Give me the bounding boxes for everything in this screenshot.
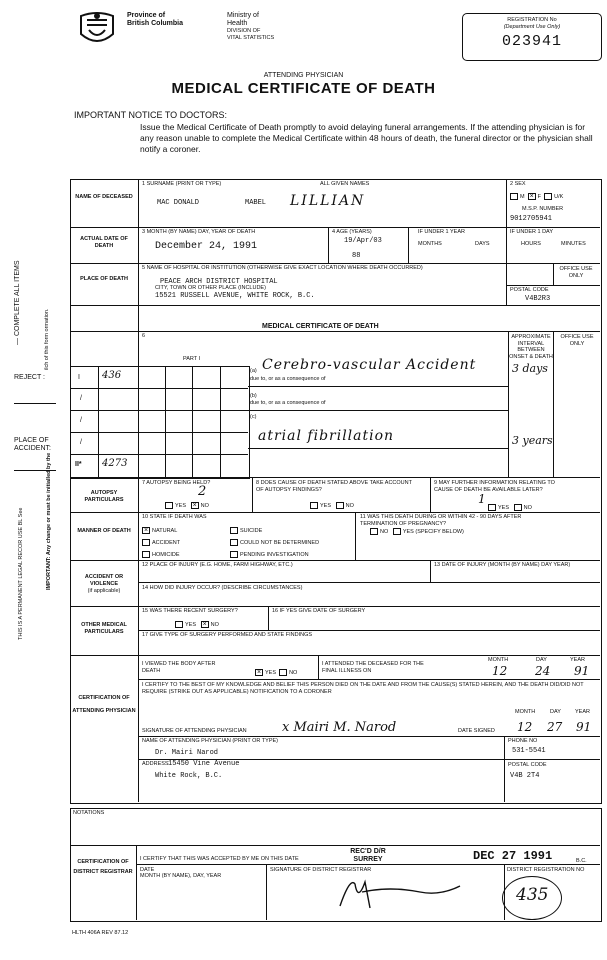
postal-value: V4B2R3	[525, 295, 551, 303]
certify-text: I CERTIFY TO THE BEST OF MY KNOWLEDGE AND BELIEF THIS PERSON DIED ON THE DATE AND FROM THE CAUSE(S) STATED HEREIN, AND THE DEATH DID/DID NOT REQUIRE (STRIKE OUT AS APPLICABLE) NOTIFICATION TO A CORONER	[142, 682, 584, 695]
stamp-date: DEC 27 1991	[473, 849, 553, 863]
cause-a-label: (a)	[250, 368, 257, 374]
sex-options: M × F U/K	[510, 193, 563, 200]
registration-box	[462, 13, 602, 61]
form-subtitle: ATTENDING PHYSICIAN	[263, 72, 344, 79]
place-section-label: PLACE OF DEATH	[80, 276, 128, 282]
surgery-date-label: 16 IF YES GIVE DATE OF SURGERY	[272, 608, 366, 614]
margin-place-accident: PLACE OF ACCIDENT:	[14, 437, 51, 452]
cause-c-interval: 3 years	[512, 434, 553, 447]
pregnancy-no[interactable]	[370, 528, 378, 535]
surgery-options: YES × NO	[175, 621, 219, 628]
autopsy-mark: 2	[198, 484, 207, 499]
registration-label: REGISTRATION No	[507, 17, 557, 23]
cause-a-text: Cerebro-vascular Accident	[262, 357, 477, 373]
further-info-mark: 1	[478, 492, 486, 506]
age-label: 4 AGE (YEARS)	[332, 229, 372, 235]
pending-checkbox[interactable]	[230, 551, 238, 558]
cause-c-label: (c)	[250, 414, 257, 420]
code-1: 436	[102, 370, 122, 381]
physician-signature: x Mairi M. Narod	[282, 720, 397, 735]
attended-year-label: YEAR	[570, 657, 585, 663]
form-title: MEDICAL CERTIFICATE OF DEATH	[171, 80, 436, 97]
date-of-death-value: December 24, 1991	[155, 241, 258, 252]
hospital-value: PEACE ARCH DISTRICT HOSPITAL	[160, 278, 278, 286]
cause-c-text: atrial fibrillation	[258, 428, 395, 444]
autopsy-no-checkbox[interactable]: ×	[192, 502, 197, 509]
physician-address-1: 15450 Vine Avenue	[168, 760, 240, 768]
injury-place-label: 12 PLACE OF INJURY (E.G. HOME, FARM HIGHWAY, ETC.)	[142, 562, 293, 568]
registrar-signature	[330, 872, 470, 912]
msp-number: 9012705941	[510, 215, 553, 223]
viewed-body-options: × YES NO	[256, 669, 298, 676]
cause-a-sub: due to, or as a consequence of	[250, 376, 326, 382]
natural-checkbox[interactable]: ×	[143, 527, 149, 534]
pregnancy-yes[interactable]	[393, 528, 401, 535]
physician-name: Dr. Mairi Narod	[155, 749, 219, 757]
name-section-label: NAME OF DECEASED	[75, 194, 133, 200]
physician-address-label: ADDRESS	[142, 761, 169, 767]
stamp-province: B.C.	[576, 858, 587, 864]
cause-office-use: OFFICE USE ONLY	[560, 334, 594, 347]
surname-value: MAC DONALD	[157, 199, 200, 207]
undetermined-checkbox[interactable]	[230, 539, 238, 546]
row-ii-label: II*	[75, 461, 82, 468]
physician-postal-label: POSTAL CODE	[508, 762, 547, 768]
attended-label: I ATTENDED THE DECEASED FOR THE FINAL ILLNESS ON	[322, 661, 424, 674]
form-code: HLTH 406A REV 87.12	[72, 930, 129, 936]
code-2: 4273	[102, 458, 128, 469]
address-value: 15521 RUSSELL AVENUE, WHITE ROCK, B.C.	[155, 292, 315, 300]
margin-reject: REJECT :	[14, 374, 45, 381]
received-stamp: REC'D D/R SURREY	[350, 848, 386, 863]
autopsy-held-label: 7 AUTOPSY BEING HELD?	[142, 480, 211, 486]
signed-month: 12	[517, 720, 533, 734]
margin-important: IMPORTANT: Any change or must be initialled by the	[46, 452, 52, 590]
autopsy-account-no[interactable]	[336, 502, 344, 509]
pregnancy-label: 11 WAS THIS DEATH DURING OR WITHIN 42 - 90 DAYS AFTER TERMINATION OF PREGNANCY?	[360, 514, 522, 527]
province-name: Province of British Columbia	[127, 12, 184, 27]
manner-homicide: HOMICIDE	[142, 551, 180, 558]
cause-heading: MEDICAL CERTIFICATE OF DEATH	[262, 323, 379, 330]
autopsy-account-yes[interactable]	[310, 502, 318, 509]
surgery-label: 15 WAS THERE RECENT SURGERY?	[142, 608, 238, 614]
cause-b-label: (b)	[250, 393, 257, 399]
autopsy-yes-checkbox[interactable]	[165, 502, 173, 509]
sex-uk-checkbox[interactable]	[544, 193, 552, 200]
row-i-label: I	[78, 374, 80, 381]
autopsy-held-options: YES × NO	[165, 502, 209, 509]
coding-grid	[70, 366, 250, 479]
registrar-date-label: DATE	[140, 867, 155, 873]
margin-permanent-record: THIS IS A PERMANENT LEGAL RECOR USE BL See	[18, 507, 24, 640]
signature-label: SIGNATURE OF ATTENDING PHYSICIAN	[142, 728, 247, 734]
manner-pending: PENDING INVESTIGATION	[230, 551, 309, 558]
autopsy-account-label: 8 DOES CAUSE OF DEATH STATED ABOVE TAKE ACCOUNT OF AUTOPSY FINDINGS?	[256, 480, 412, 493]
given-name-1: MABEL	[245, 199, 267, 207]
postal-label: POSTAL CODE	[510, 287, 549, 293]
notations-label: NOTATIONS	[73, 810, 105, 816]
surname-label: 1 SURNAME (PRINT OR TYPE)	[142, 181, 222, 187]
registration-number: 023941	[501, 33, 562, 50]
viewed-yes[interactable]: ×	[256, 669, 262, 676]
sex-label: 2 SEX	[510, 181, 526, 187]
office-use-label: OFFICE USE ONLY	[559, 266, 593, 279]
autopsy-section-label: AUTOPSY PARTICULARS	[84, 490, 124, 503]
margin-complete-all: — COMPLETE ALL ITEMS	[14, 260, 21, 345]
sex-f-checkbox[interactable]: ×	[529, 193, 534, 200]
further-info-yes[interactable]	[488, 504, 496, 511]
age-value: 88	[352, 252, 361, 260]
hours-label: HOURS	[521, 241, 541, 247]
further-info-no[interactable]	[514, 504, 522, 511]
attended-month-label: MONTH	[488, 657, 509, 663]
district-number: 435	[516, 885, 549, 905]
signed-month-label: MONTH	[515, 709, 536, 715]
accident-section-label: ACCIDENT OR VIOLENCE (if applicable)	[84, 574, 124, 594]
autopsy-account-options: YES NO	[310, 502, 354, 509]
injury-how-label: 14 HOW DID INJURY OCCUR? (DESCRIBE CIRCUMSTANCES)	[142, 585, 303, 591]
under-1-day-label: IF UNDER 1 DAY	[510, 229, 553, 235]
further-info-options: YES NO	[488, 504, 532, 511]
row-slash-2: /	[80, 417, 82, 424]
given-names-label: ALL GIVEN NAMES	[320, 181, 370, 187]
pregnancy-options: NO YES (SPECIFY BELOW)	[370, 528, 464, 535]
surgery-yes[interactable]	[175, 621, 183, 628]
notice-text: Issue the Medical Certificate of Death promptly to avoid delaying funeral arrangements. If the attending physician is for any reason unable to complete the Medical Certificate within 48 hours of death, the funeral director or the physician shall notify a coroner.	[140, 122, 593, 154]
city-label: CITY, TOWN OR OTHER PLACE (INCLUDE)	[155, 285, 266, 291]
date-section-label: ACTUAL DATE OF DEATH	[80, 236, 128, 249]
registrar-month-label: MONTH (BY NAME), DAY, YEAR	[140, 873, 222, 879]
part-1-label: PART I	[183, 356, 201, 362]
physician-name-label: NAME OF ATTENDING PHYSICIAN (PRINT OR TYPE)	[142, 738, 278, 744]
given-name-2: LILLIAN	[290, 193, 366, 209]
accident-checkbox[interactable]	[142, 539, 150, 546]
dob-value: 19/Apr/03	[344, 237, 382, 245]
msp-label: M.S.P. NUMBER	[522, 206, 564, 212]
attended-month: 12	[492, 664, 508, 678]
physician-postal: V4B 2T4	[510, 772, 540, 780]
notice-heading: IMPORTANT NOTICE TO DOCTORS:	[74, 110, 228, 120]
interval-label: APPROXIMATE INTERVAL BETWEEN ONSET & DEATH	[509, 334, 553, 360]
cause-a-interval: 3 days	[512, 362, 548, 375]
signed-year: 91	[576, 720, 592, 734]
further-info-label: 9 MAY FURTHER INFORMATION RELATING TO CAUSE OF DEATH BE AVAILABLE LATER?	[434, 480, 555, 493]
date-of-death-label: 3 MONTH (BY NAME) DAY, YEAR OF DEATH	[142, 229, 256, 235]
cause-b-sub: due to, or as a consequence of	[250, 400, 326, 406]
signed-year-label: YEAR	[575, 709, 590, 715]
surgery-type-label: 17 GIVE TYPE OF SURGERY PERFORMED AND STATE FINDINGS	[142, 632, 313, 638]
date-signed-label: DATE SIGNED	[458, 728, 495, 734]
sex-m-checkbox[interactable]	[510, 193, 518, 200]
signed-day-label: DAY	[550, 709, 561, 715]
manner-suicide: SUICIDE	[230, 527, 262, 534]
manner-accident: ACCIDENT	[142, 539, 180, 546]
surgery-no[interactable]: ×	[202, 621, 207, 628]
injury-date-label: 13 DATE OF INJURY (MONTH (BY NAME) DAY YEAR)	[434, 562, 571, 568]
days-label: DAYS	[475, 241, 490, 247]
district-reg-label: DISTRICT REGISTRATION NO	[507, 867, 585, 873]
manner-section-label: MANNER OF DEATH	[77, 528, 131, 534]
hospital-label: 5 NAME OF HOSPITAL OR INSTITUTION (OTHERWISE GIVE EXACT LOCATION WHERE DEATH OCCURRED)	[142, 265, 423, 271]
homicide-checkbox[interactable]	[142, 551, 150, 558]
attended-year: 91	[574, 664, 590, 678]
attended-day: 24	[535, 664, 551, 678]
field-6-label: 6	[142, 333, 146, 339]
physician-address-2: White Rock, B.C.	[155, 772, 223, 780]
registrar-section-label: CERTIFICATION OF DISTRICT REGISTRAR	[73, 859, 133, 875]
accepted-text: I CERTIFY THAT THIS WAS ACCEPTED BY ME ON THIS DATE	[140, 856, 299, 862]
phone-value: 531-5541	[512, 747, 546, 755]
under-1-year-label: IF UNDER 1 YEAR	[418, 229, 465, 235]
viewed-body-label: I VIEWED THE BODY AFTER DEATH	[142, 661, 216, 674]
phone-label: PHONE NO	[508, 738, 538, 744]
section-divider	[138, 179, 139, 802]
bc-crest-logo	[77, 12, 117, 46]
registration-sublabel: (Department Use Only)	[503, 23, 561, 30]
manner-natural: × NATURAL	[143, 527, 178, 534]
months-label: MONTHS	[418, 241, 442, 247]
signed-day: 27	[547, 720, 563, 734]
margin-see: ilch of this form ormation.	[44, 308, 50, 370]
attended-day-label: DAY	[536, 657, 547, 663]
certification-section-label: CERTIFICATION OF ATTENDING PHYSICIAN	[72, 695, 136, 714]
row-slash-1: /	[80, 395, 82, 402]
viewed-no[interactable]	[279, 669, 287, 676]
minutes-label: MINUTES	[561, 241, 586, 247]
suicide-checkbox[interactable]	[230, 527, 238, 534]
manner-undetermined: COULD NOT BE DETERMINED	[230, 539, 319, 546]
ministry-name: Ministry of Health DIVISION OF VITAL STATISTICS	[227, 12, 275, 41]
manner-label: 10 STATE IF DEATH WAS	[142, 514, 207, 520]
surgery-section-label: OTHER MEDICAL PARTICULARS	[81, 622, 127, 635]
registrar-signature-label: SIGNATURE OF DISTRICT REGISTRAR	[270, 867, 372, 873]
row-slash-3: /	[80, 439, 82, 446]
